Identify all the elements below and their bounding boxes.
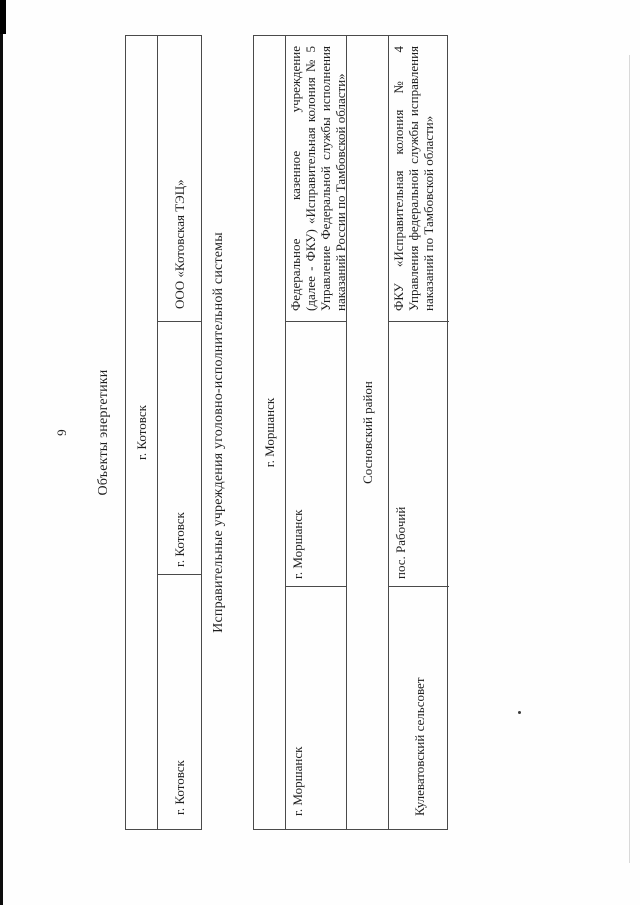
merged-header-cell: г. Моршанск: [254, 36, 286, 829]
table-row: [389, 36, 449, 829]
section-title-penal: Исправительные учреждения уголовно-исполнительной системы: [211, 232, 226, 633]
merged-header-cell: г. Котовск: [126, 36, 158, 829]
page-number: 9: [54, 429, 69, 436]
scan-edge-artifact: [0, 0, 3, 905]
municipality-cell: г. Котовск: [158, 574, 201, 829]
settlement-cell: пос. Рабочий: [389, 321, 449, 586]
organization-cell: ООО «Котовская ТЭЦ»: [171, 179, 187, 309]
scan-noise-speck: [518, 711, 521, 714]
paper-edge-shadow: [629, 55, 630, 863]
table-row: [286, 36, 346, 829]
energy-objects-table: [125, 35, 202, 830]
organization-line: Федеральное казенное учреждение: [288, 46, 303, 311]
municipality-cell: г. Моршанск: [286, 586, 346, 829]
settlement-cell: г. Моршанск: [286, 321, 346, 586]
municipality-cell: Кулеватовский сельсовет: [389, 586, 449, 829]
organization-line: ФКУ «Исправительная колония № 4: [391, 46, 406, 311]
section-title-energy: Объекты энергетики: [96, 369, 111, 496]
organization-line: (далее - ФКУ) «Исправительная колония № 5: [303, 46, 318, 311]
organization-cell: [389, 36, 449, 321]
merged-header-cell: Сосновский район: [346, 36, 389, 829]
organization-line: наказаний по Тамбовской области»: [421, 115, 436, 311]
scan-edge-artifact: [0, 0, 6, 34]
table-row: [158, 36, 201, 829]
organization-line: наказаний России по Тамбовской области»: [333, 73, 348, 311]
organization-line: Управление Федеральной службы исполнения: [318, 46, 333, 311]
organization-cell: [286, 36, 346, 321]
settlement-cell: г. Котовск: [158, 321, 201, 574]
organization-line: Управления федеральной службы исправления: [406, 46, 421, 311]
penal-institutions-table: [253, 35, 448, 830]
